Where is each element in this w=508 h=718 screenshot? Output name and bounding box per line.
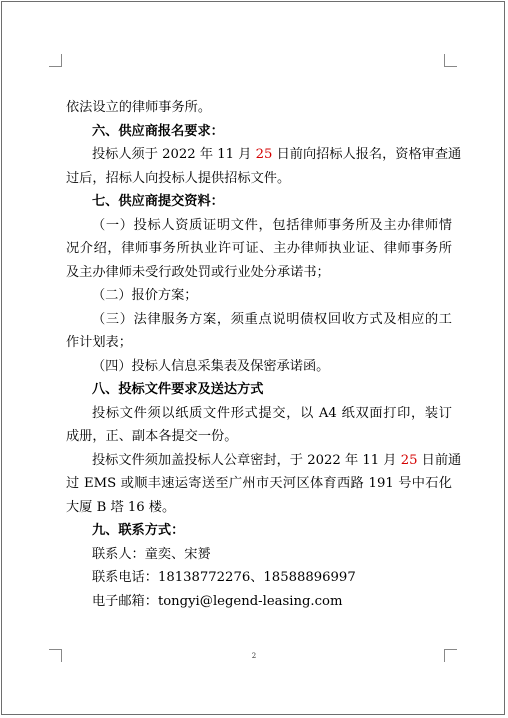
text-span: 投标文件须加盖投标人公章密封，于 2022 年 11 月 bbox=[92, 452, 397, 468]
section-heading-6: 六、供应商报名要求： bbox=[92, 123, 224, 139]
paragraph-line: 作计划表； bbox=[66, 335, 132, 350]
paragraph-line: 过 EMS 或顺丰速运寄送至广州市天河区体育西路 191 号中石化 bbox=[66, 476, 452, 491]
crop-mark-top-left bbox=[49, 54, 62, 67]
paragraph-line bbox=[66, 449, 462, 473]
crop-mark-top-right bbox=[444, 54, 457, 67]
page-number: 2 bbox=[251, 652, 257, 660]
contact-names: 童奕、宋赟 bbox=[144, 546, 211, 562]
paragraph-line: 大厦 B 塔 16 楼。 bbox=[66, 499, 176, 515]
text-span: 日前通 bbox=[421, 452, 462, 468]
section-heading-7: 七、供应商提交资料： bbox=[92, 194, 224, 209]
paragraph-line: （三）法律服务方案，须重点说明债权回收方式及相应的工 bbox=[92, 311, 452, 327]
highlighted-date: 25 bbox=[400, 452, 418, 468]
paragraph-line: 况介绍，律师事务所执业许可证、主办律师执业证、律师事务所 bbox=[66, 241, 452, 256]
paragraph-line: （四）投标人信息采集表及保密承诺函。 bbox=[92, 358, 330, 374]
email-label: 电子邮箱： bbox=[92, 593, 158, 609]
paragraph-line: （一）投标人资质证明文件，包括律师事务所及主办律师情 bbox=[92, 217, 452, 233]
phone-numbers: 18138772276、18588896997 bbox=[157, 570, 356, 585]
highlighted-date: 25 bbox=[255, 147, 273, 162]
contact-person-line bbox=[66, 543, 452, 567]
contact-label: 联系人： bbox=[92, 546, 145, 562]
paragraph-line: 及主办律师未受行政处罚或行业处分承诺书； bbox=[66, 264, 330, 280]
section-heading-9: 九、联系方式： bbox=[92, 523, 185, 538]
paragraph-line: 投标文件须以纸质文件形式提交，以 A4 纸双面打印，装订 bbox=[92, 405, 452, 421]
paragraph-line: 成册，正、副本各提交一份。 bbox=[66, 429, 238, 444]
paragraph-line: 依法设立的律师事务所。 bbox=[66, 100, 212, 115]
phone-label: 联系电话： bbox=[92, 570, 158, 585]
text-span: 日前向招标人报名，资格审查通 bbox=[276, 147, 462, 162]
document-body bbox=[66, 96, 462, 613]
email-address: tongyi@legend-leasing.com bbox=[157, 593, 343, 609]
paragraph-line: （二）报价方案； bbox=[92, 288, 198, 303]
contact-email-line bbox=[66, 590, 452, 614]
paragraph-line bbox=[66, 143, 462, 167]
contact-phone-line bbox=[66, 566, 452, 590]
section-heading-8: 八、投标文件要求及送达方式 bbox=[92, 382, 264, 397]
paragraph-line: 过后，招标人向投标人提供招标文件。 bbox=[66, 170, 291, 186]
text-span: 投标人须于 2022 年 11 月 bbox=[92, 147, 252, 162]
